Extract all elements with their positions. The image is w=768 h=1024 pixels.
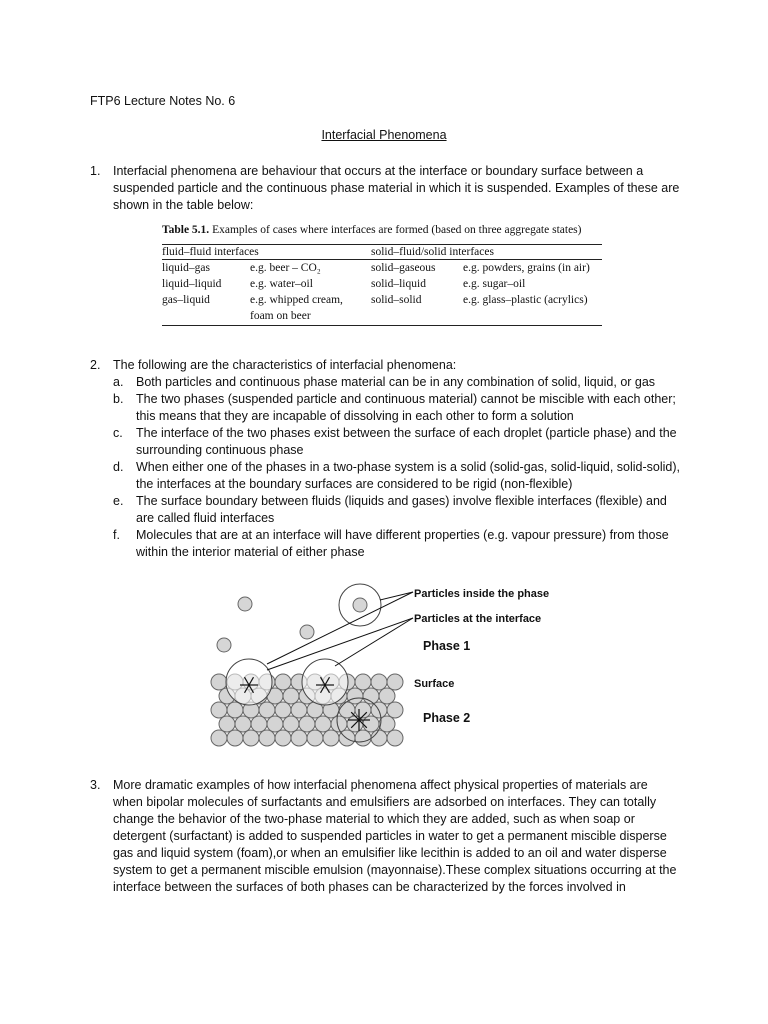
lattice-particle: [387, 702, 403, 718]
label-phase-1: Phase 1: [423, 639, 471, 653]
lattice-particle: [371, 730, 387, 746]
table-cell: solid–gaseous: [371, 262, 436, 274]
leader-line: [267, 592, 413, 664]
sublist-text: The two phases (suspended particle and continuous material) cannot be miscible with each other; this means that they are incapable of dissolving in each other to form a solution: [136, 392, 676, 423]
interaction-range-circle: [226, 659, 272, 705]
lattice-particle: [211, 674, 227, 690]
sublist-text: When either one of the phases in a two-phase system is a solid (solid-gas, solid-liquid, solid-solid), the interfaces at the boundary surfaces are considered to be rigid (non-flexible): [136, 460, 681, 491]
lattice-particle: [275, 730, 291, 746]
examples-table: [162, 224, 602, 326]
lattice-particle: [299, 716, 315, 732]
lattice-particle: [259, 702, 275, 718]
table-row: [162, 276, 602, 292]
lattice-particle: [275, 702, 291, 718]
list-number: 3.: [90, 778, 101, 792]
lattice-particle: [307, 730, 323, 746]
lattice-particle: [379, 688, 395, 704]
leader-line: [380, 592, 413, 600]
table-cell: e.g. water–oil: [250, 278, 313, 290]
leader-line: [267, 618, 413, 670]
lattice-particle: [227, 730, 243, 746]
free-particle: [300, 625, 314, 639]
lattice-particle: [347, 688, 363, 704]
sublist-item: [113, 374, 680, 391]
table-cell: solid–solid: [371, 292, 463, 326]
table-cell: e.g. sugar–oil: [463, 278, 526, 290]
sublist-text: The surface boundary between fluids (liquids and gases) involve flexible interfaces (flexible) and are called fluid interfaces: [136, 494, 667, 525]
lattice-particle: [219, 716, 235, 732]
list-item-3: [90, 777, 680, 896]
lattice-particle: [387, 730, 403, 746]
interaction-range-circle: [302, 659, 348, 705]
lattice-particle: [283, 688, 299, 704]
lattice-particle: [211, 702, 227, 718]
table-header-cell: fluid–fluid interfaces: [162, 245, 371, 260]
lattice-particle: [315, 716, 331, 732]
lattice-particle: [291, 730, 307, 746]
list-item-text: Interfacial phenomena are behaviour that occurs at the interface or boundary surface between a suspended particle and the continuous phase material in which it is suspended. Examples of these are shown in the table below:: [113, 164, 680, 212]
sublist-letter: d.: [113, 460, 124, 474]
label-particles-interface: Particles at the interface: [414, 613, 542, 625]
list-number: 2.: [90, 358, 101, 372]
label-surface: Surface: [414, 678, 455, 690]
lattice-particle: [235, 716, 251, 732]
lattice-particle: [227, 702, 243, 718]
table-row: [162, 260, 602, 277]
inside-particle: [353, 598, 367, 612]
sublist-text: Molecules that are at an interface will have different properties (e.g. vapour pressure) from those within the interior material of either phase: [136, 528, 669, 559]
free-particle: [238, 597, 252, 611]
list-item-text: More dramatic examples of how interfacial phenomena affect physical properties of materials are when bipolar molecules of surfactants and emulsifiers are adsorbed on interfaces. They can totally change the behavior of the two-phase material to which they are added, such as when soap or detergent (surfactant) is added to suspended particles in water to get a permanent miscible disperse gas and liquid system (foam),or when an emulsifier like lecithin is added to an oil and water disperse system to get a permanent miscible emulsion (mayonnaise).These complex situations occurring at the interface between the surfaces of both phases can be characterized by the forces involved in: [113, 778, 677, 894]
table-caption-text: Examples of cases where interfaces are formed (based on three aggregate states): [209, 224, 582, 236]
table-cell: e.g. powders, grains (in air): [463, 262, 590, 274]
table-header-row: [162, 245, 602, 260]
table-cell: solid–liquid: [371, 278, 426, 290]
lattice-particle: [283, 716, 299, 732]
lattice-particle: [275, 674, 291, 690]
sublist-text: Both particles and continuous phase material can be in any combination of solid, liquid, or gas: [136, 375, 656, 389]
table-cell: e.g. whipped cream, foam on beer: [250, 292, 371, 326]
sublist-letter: f.: [113, 528, 120, 542]
label-particles-inside: Particles inside the phase: [414, 588, 550, 600]
lattice-particle: [363, 716, 379, 732]
table-cell: gas–liquid: [162, 292, 250, 326]
sublist-item: [113, 391, 680, 425]
lattice-particle: [267, 716, 283, 732]
list-number: 1.: [90, 164, 101, 178]
lattice-particle: [339, 702, 355, 718]
lattice-particle: [323, 730, 339, 746]
table-row: [162, 292, 602, 326]
table-cell: e.g. beer – CO₂: [250, 262, 321, 274]
sublist-text: The interface of the two phases exist between the surface of each droplet (particle phase) and the surrounding continuous phase: [136, 426, 677, 457]
free-particle: [217, 638, 231, 652]
table-cell: liquid–gas: [162, 262, 210, 274]
table-cell: e.g. glass–plastic (acrylics): [463, 292, 602, 326]
lattice-particle: [251, 716, 267, 732]
lattice-particle: [387, 674, 403, 690]
list-item-2: [90, 357, 680, 561]
list-item-1: [90, 163, 680, 214]
sublist-letter: c.: [113, 426, 123, 440]
document-header: FTP6 Lecture Notes No. 6: [90, 94, 236, 108]
page-title-text: Interfacial Phenomena: [321, 128, 447, 142]
sublist-letter: e.: [113, 494, 124, 508]
table-header-cell: solid–fluid/solid interfaces: [371, 245, 602, 260]
sublist-item: [113, 493, 680, 527]
sublist-item: [113, 425, 680, 459]
lattice-particle: [355, 730, 371, 746]
table: [162, 244, 602, 326]
sublist-letter: a.: [113, 375, 124, 389]
lattice-particle: [371, 674, 387, 690]
lattice-particle: [259, 730, 275, 746]
table-caption: [162, 224, 602, 236]
lattice-particle: [211, 730, 227, 746]
lattice-particle: [355, 674, 371, 690]
sublist-item: [113, 459, 680, 493]
sublist: [113, 374, 680, 561]
sublist-letter: b.: [113, 392, 124, 406]
list-item-text: The following are the characteristics of interfacial phenomena:: [113, 358, 457, 372]
lattice-particle: [291, 702, 307, 718]
lattice-particle: [243, 730, 259, 746]
sublist-item: [113, 527, 680, 561]
table-cell: liquid–liquid: [162, 278, 222, 290]
page-title: [0, 128, 768, 142]
label-phase-2: Phase 2: [423, 711, 471, 725]
table-caption-label: Table 5.1.: [162, 224, 210, 236]
interface-diagram: [205, 578, 575, 768]
